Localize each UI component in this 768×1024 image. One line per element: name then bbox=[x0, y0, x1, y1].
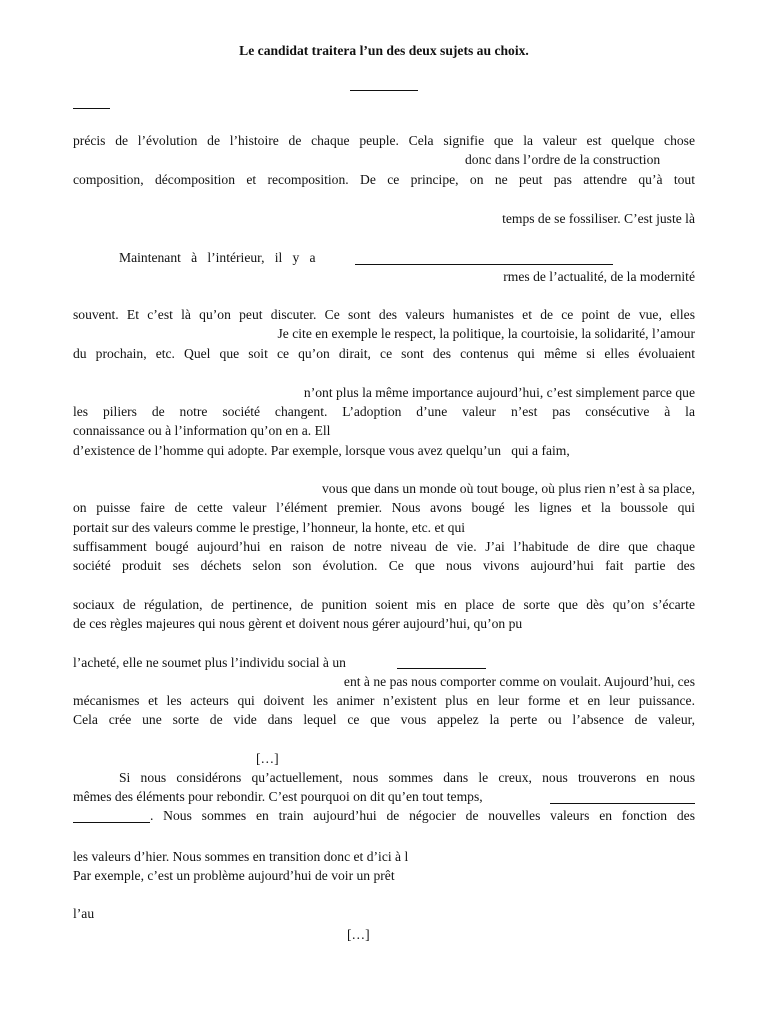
text-line: temps de se fossiliser. C’est juste là bbox=[502, 211, 695, 226]
text-line: ent à ne pas nous comporter comme on voulait. Aujourd’hui, ces bbox=[343, 674, 695, 689]
text-line: l’acheté, elle ne soumet plus l’individu social à un bbox=[73, 655, 346, 670]
text-line: mêmes des éléments pour rebondir. C’est pourquoi on dit qu’en tout temps, bbox=[73, 789, 483, 804]
title-underline-rule bbox=[350, 90, 418, 91]
text-line: vous que dans un monde où tout bouge, où plus rien n’est à sa place, bbox=[322, 481, 695, 496]
fill-in-blank bbox=[73, 822, 150, 823]
text-line: société produit ses déchets selon son évolution. Ce que nous vivons aujourd’hui fait partie des bbox=[73, 558, 695, 573]
page-title: Le candidat traitera l’un des deux sujets au choix. bbox=[239, 43, 529, 58]
text-line: de ces règles majeures qui nous gèrent et doivent nous gérer aujourd’hui, qu’on pu bbox=[73, 616, 523, 631]
text-line: les valeurs d’hier. Nous sommes en transition donc et d’ici à l bbox=[73, 849, 409, 864]
fill-in-blank bbox=[550, 803, 695, 804]
text-line: les piliers de notre société changent. L’adoption d’une valeur n’est pas consécutive à la bbox=[73, 404, 695, 419]
text-line: donc dans l’ordre de la construction bbox=[465, 152, 661, 167]
text-line: Si nous considérons qu’actuellement, nous sommes dans le creux, nous trouverons en nous bbox=[119, 770, 695, 785]
text-line: n’ont plus la même importance aujourd’hui, c’est simplement parce que bbox=[303, 385, 695, 400]
text-line: sociaux de régulation, de pertinence, de punition soient mis en place de sorte que dès qu’on s’écarte bbox=[73, 597, 695, 612]
ellipsis-marker: […] bbox=[347, 927, 370, 942]
text-line: on puisse faire de cette valeur l’élément premier. Nous avons bougé les lignes et la boussole qui bbox=[73, 500, 695, 515]
ellipsis-marker: […] bbox=[256, 751, 279, 766]
text-line: Par exemple, c’est un problème aujourd’hui de voir un prêt bbox=[73, 868, 395, 883]
text-line: Cela crée une sorte de vide dans lequel ce que vous appelez la perte ou l’absence de valeur, bbox=[73, 712, 695, 727]
text-line: souvent. Et c’est là qu’on peut discuter. Ce sont des valeurs humanistes et de ce point de vue, elles bbox=[73, 307, 695, 322]
text-line: Je cite en exemple le respect, la politique, la courtoisie, la solidarité, l’amour bbox=[277, 326, 695, 341]
text-line: Maintenant à l’intérieur, il y a bbox=[119, 250, 316, 265]
text-line: composition, décomposition et recomposition. De ce principe, on ne peut pas attendre qu’à tout bbox=[73, 172, 695, 187]
text-line: connaissance ou à l’information qu’on en a. Ell bbox=[73, 423, 331, 438]
text-line: suffisamment bougé aujourd’hui en raison de notre niveau de vie. J’ai l’habitude de dire que chaque bbox=[73, 539, 695, 554]
short-blank-rule bbox=[73, 108, 110, 109]
fill-in-blank bbox=[355, 264, 613, 265]
text-line: . Nous sommes en train aujourd’hui de négocier de nouvelles valeurs en fonction des bbox=[150, 808, 695, 823]
text-line: d’existence de l’homme qui adopte. Par exemple, lorsque vous avez quelqu’un qui a faim, bbox=[73, 443, 570, 458]
text-line: mécanismes et les acteurs qui doivent les animer n’existent plus en leur forme et en leur puissance. bbox=[73, 693, 695, 708]
fill-in-blank bbox=[397, 668, 486, 669]
text-line: du prochain, etc. Quel que soit ce qu’on dirait, ce sont des contenus qui même si elles évoluaient bbox=[73, 346, 695, 361]
text-line: l’au bbox=[73, 906, 95, 921]
text-line: rmes de l’actualité, de la modernité bbox=[503, 269, 695, 284]
text-line: précis de l’évolution de l’histoire de chaque peuple. Cela signifie que la valeur est quelque chose bbox=[73, 133, 695, 148]
text-line: portait sur des valeurs comme le prestige, l’honneur, la honte, etc. et qui bbox=[73, 520, 466, 535]
